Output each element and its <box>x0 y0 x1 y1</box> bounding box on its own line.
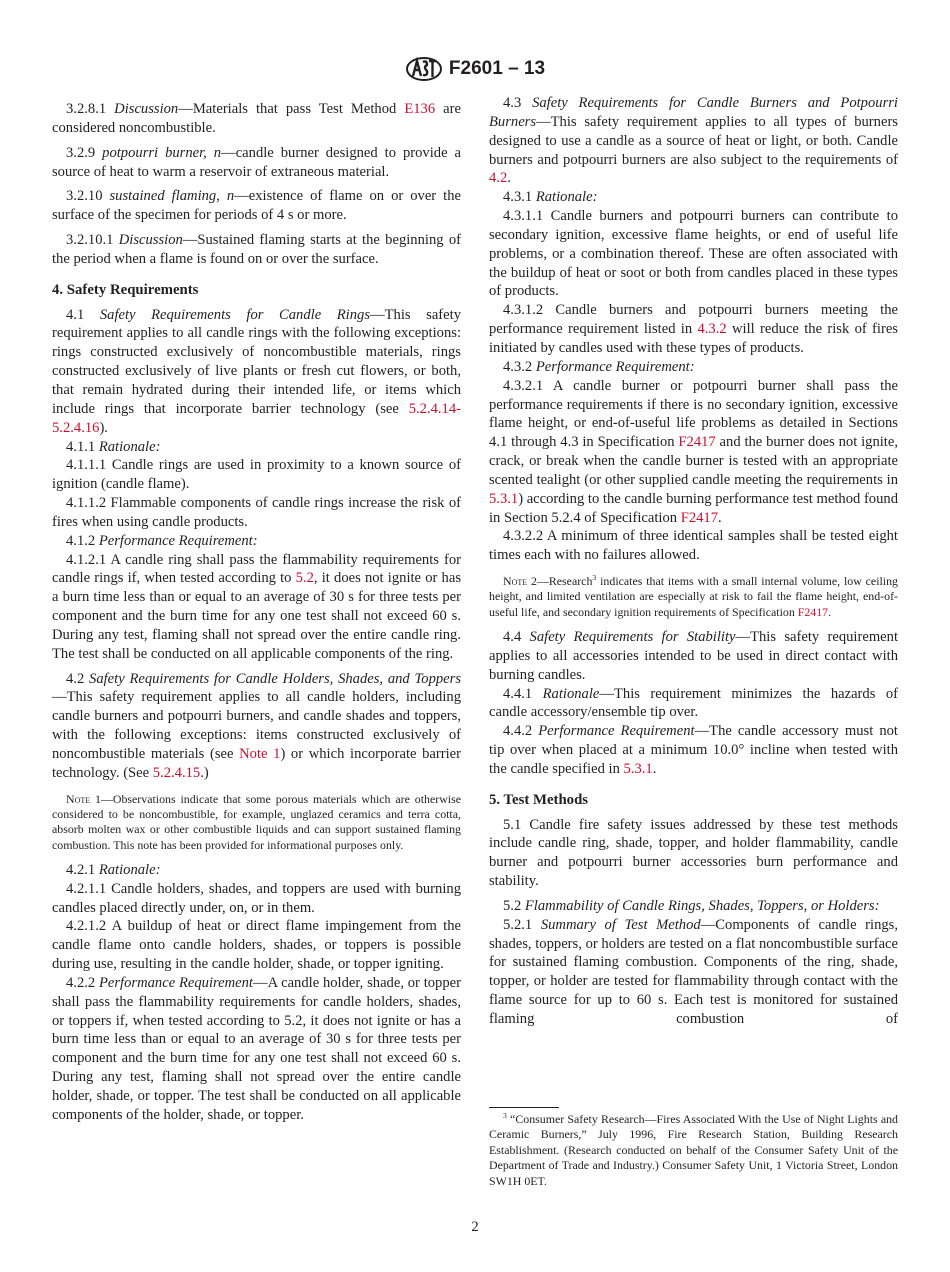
paragraph <box>489 722 898 779</box>
text-run: ) or which incorporate barrier technology. (See <box>52 746 461 781</box>
paragraph <box>52 974 461 1125</box>
page-number: 2 <box>471 1219 479 1235</box>
text-run: , it does not ignite or has a burn time less than or equal to an average of 30 s for three tests per component and the burn time for any one test shall not exceed 60 s. During any test, flaming shall not spread over the entire candle ring. The test shall be conducted on all applicable components of the ring. <box>52 570 462 662</box>
text-run: —Components of candle rings, shades, toppers, or holders are tested on a flat noncombustible surface for sustained flaming combustion. Components of the ring, shade, topper, or holder are tested for flammability through contact with the flame source for up to 60 s. Each test is monitored for sustained flaming combustion of <box>489 916 898 1028</box>
paragraph <box>489 628 898 685</box>
paragraph <box>52 670 461 783</box>
cross-reference-link[interactable]: 5.2.4.14-5.2.4.16 <box>52 400 461 436</box>
cross-reference-link[interactable]: F2417 <box>680 509 719 526</box>
note <box>489 574 898 620</box>
paragraph <box>489 94 898 188</box>
text-run: Note <box>66 791 91 806</box>
text-run: —This safety requirement applies to all candle holders, including candle burners and potpourri burners, and candle shades and toppers, with the following exceptions: items constructed exclusively of noncombustible materials (see <box>52 689 461 762</box>
cross-reference-link[interactable]: 5.3.1 <box>489 490 519 507</box>
text-run: 4.3.1.1 Candle burners and potpourri burners can contribute to secondary ignition, excessive flame heights, or end of useful life problems, or a combination thereof. These are often associated with the buildup of heat or soot or both from candles placed in these types of products. <box>489 208 898 300</box>
text-run: 3.2.10.1 <box>66 232 119 249</box>
paragraph <box>52 456 461 494</box>
paragraph <box>52 532 461 551</box>
text-run: 4.1.1 <box>66 438 99 455</box>
cross-reference-link[interactable]: Note 1 <box>239 746 281 762</box>
text-run: 4.2 <box>66 670 90 687</box>
paragraph <box>489 207 898 301</box>
paragraph <box>489 816 898 891</box>
text-run: 3.2.8.1 <box>66 101 115 117</box>
text-run: 4.3.1 <box>503 189 536 206</box>
italic-term: Flammability of Candle Rings, Shades, Toppers, or Holders: <box>524 897 880 914</box>
text-run: 4.1.2 <box>66 532 99 549</box>
text-run: 2—Research <box>527 574 593 589</box>
cross-reference-link[interactable]: 4.3.2 <box>697 321 727 338</box>
text-run: 4.2.1.2 A buildup of heat or direct flame impingement from the candle flame onto candle holders, shades, or toppers is possible during use, resulting in the candle holder, shade, or topper igniting. <box>52 918 461 973</box>
text-run: 4.3.2.1 A candle burner or potpourri burner shall pass the performance requirements if there is no secondary ignition, excessive flame height, or end-of-useful life problems as detailed in Sections 4.1 through 4.3 in Specification <box>489 377 898 451</box>
text-run: will reduce the risk of fires initiated by candles used with these types of products. <box>489 321 898 356</box>
paragraph <box>52 187 461 225</box>
text-run: . <box>718 509 722 526</box>
footnote-divider <box>489 1107 559 1108</box>
text-run: —existence of flame on or over the surface of the specimen for periods of 4 s or more. <box>52 188 461 224</box>
paragraph <box>489 188 898 207</box>
italic-term: Safety Requirements for Stability <box>529 628 736 645</box>
cross-reference-link[interactable]: 5.3.1 <box>623 760 653 777</box>
paragraph <box>52 917 461 974</box>
text-run: ). <box>99 419 108 436</box>
text-run: 4.1.2.1 A candle ring shall pass the flammability requirements for candle rings if, when tested according to <box>52 551 461 587</box>
italic-term: Performance Requirement: <box>535 358 695 375</box>
italic-term: sustained flaming, n <box>109 188 235 205</box>
text-run: . <box>652 760 657 777</box>
text-run: —The candle accessory must not tip over when placed at a minimum 10.0° incline when tested with the candle specified in <box>489 723 898 777</box>
text-run: 4.3.1.2 Candle burners and potpourri burners meeting the performance requirement listed in <box>489 302 898 338</box>
text-run: 5.2 <box>503 897 525 914</box>
text-run: 4.3.2.2 A minimum of three identical samples shall be tested eight times each with no failures allowed. <box>489 528 898 564</box>
footnote-marker: 3 <box>503 1111 507 1121</box>
paragraph <box>489 897 898 916</box>
italic-term: Safety Requirements for Candle Rings <box>99 306 371 323</box>
cross-reference-link[interactable]: 5.2.4.15 <box>152 764 201 781</box>
text-run: 4.1 <box>66 306 100 323</box>
paragraph <box>52 880 461 918</box>
text-run: —This safety requirement applies to all candle rings with the following exceptions: rings constructed exclusively of noncombustible materials, rings constructed exclusively of live plants or fresh cut flowers, or both, that remain hydrated during their intended life, or items which include rings that incorporate barrier technology (see <box>52 306 461 417</box>
footnote-marker: 3 <box>592 573 597 583</box>
text-run: 5. Test Methods <box>489 791 589 808</box>
text-run: Note <box>503 574 528 589</box>
text-run: —This safety requirement applies to all accessories intended to be used in direct contact with burning candles. <box>489 628 898 683</box>
paragraph <box>52 494 461 532</box>
text-run: 5.1 Candle fire safety issues addressed by these test methods include candle ring, shade, topper, and holder flammability, candle burner and potpourri burner accessories burn performance and stability. <box>489 816 898 890</box>
text-run: and the burner does not ignite, crack, or break when the candle burner is tested with an appropriate scented tealight (or other supplied candle meeting the requirements in <box>489 434 898 488</box>
footnote <box>489 1112 898 1189</box>
page-header <box>0 56 950 82</box>
text-run: 3.2.10 <box>66 188 110 205</box>
section-heading <box>489 791 898 810</box>
cross-reference-link[interactable]: E136 <box>404 101 436 117</box>
cross-reference-link[interactable]: F2417 <box>797 604 829 619</box>
text-run: 4.1.1.1 Candle rings are used in proximity to a known source of ignition (candle flame). <box>52 457 461 493</box>
text-run: 4.3.2 <box>503 358 536 375</box>
paragraph <box>489 358 898 377</box>
text-run: 4.2.2 <box>66 974 99 991</box>
italic-term: Rationale: <box>98 438 161 455</box>
paragraph <box>489 685 898 723</box>
paragraph <box>52 861 461 880</box>
text-run: 1—Observations indicate that some porous materials which are otherwise considered to be noncombustible, for example, unglazed ceramics and terra cotta, absorb molten wax or other combustible liquids and can support sustained flaming combustion. This note has been provided for informational purposes only. <box>52 791 461 852</box>
text-run: 4.1.1.2 Flammable components of candle rings increase the risk of fires when using candle products. <box>52 495 461 530</box>
italic-term: Summary of Test Method <box>540 916 701 933</box>
section-heading <box>52 281 461 300</box>
italic-term: Rationale <box>542 685 600 702</box>
text-run: . <box>828 604 832 619</box>
italic-term: Discussion <box>118 232 183 249</box>
italic-term: Performance Requirement: <box>98 532 258 549</box>
left-column <box>52 94 461 1125</box>
paragraph <box>52 438 461 457</box>
text-run: 5.2.1 <box>503 916 541 933</box>
italic-term: potpourri burner, n <box>102 144 222 161</box>
paragraph <box>52 551 461 664</box>
paragraph <box>489 916 898 1029</box>
text-run: . <box>507 170 511 187</box>
document-designation: F2601 – 13 <box>448 58 546 79</box>
italic-term: Performance Requirement <box>98 974 253 991</box>
note <box>52 792 461 853</box>
italic-term: Performance Requirement <box>538 723 695 740</box>
italic-term: Rationale: <box>535 189 598 206</box>
paragraph <box>489 377 898 528</box>
text-run: —Materials that pass Test Method <box>178 101 405 117</box>
paragraph <box>52 306 461 438</box>
text-run: 4. Safety Requirements <box>52 281 199 298</box>
text-run: are considered noncombustible. <box>52 101 461 136</box>
italic-term: Discussion <box>114 101 179 117</box>
text-run: .) <box>200 764 209 781</box>
cross-reference-link[interactable]: 4.2 <box>489 170 508 187</box>
cross-reference-link[interactable]: F2417 <box>678 434 716 451</box>
italic-term: Rationale: <box>98 861 161 878</box>
text-run: 4.2.1.1 Candle holders, shades, and toppers are used with burning candles placed directly under, on, or in them. <box>52 880 461 916</box>
cross-reference-link[interactable]: 5.2 <box>295 570 314 587</box>
text-run: —This safety requirement applies to all types of burners designed to use a candle as a source of heat or light, or both. Candle burners and potpourri burners are also subject to the requirements of <box>489 113 898 168</box>
text-run: —A candle holder, shade, or topper shall pass the flammability requirements for candle holders, shades, or toppers if, when tested according to 5.2, it does not ignite or has a burn time less than or equal to an average of 30 s for three tests per component and the burn time for any one test shall not exceed 60 s. During any test, flaming shall not spread over the entire candle holder, shade, or topper. The test shall be conducted on all applicable components of the holder, shade, or topper. <box>52 974 461 1123</box>
paragraph <box>489 527 898 565</box>
text-run: ) according to the candle burning performance test method found in Section 5.2.4 of Specification <box>489 490 898 526</box>
paragraph <box>489 301 898 358</box>
text-run: 3.2.9 <box>66 144 103 161</box>
text-run: indicates that items with a small internal volume, low ceiling height, and limited ventilation are especially at risk to fail the flame height, end-of-useful life, and secondary ignition requirements of Specification <box>489 574 898 619</box>
paragraph <box>52 100 461 138</box>
text-run: 4.4.2 <box>503 723 539 740</box>
italic-term: Safety Requirements for Candle Holders, Shades, and Toppers <box>89 670 461 687</box>
paragraph <box>52 144 461 182</box>
astm-logo-icon <box>405 56 443 82</box>
text-run: 4.3 <box>503 95 533 111</box>
text-run: —Sustained flaming starts at the beginning of the period when a flame is found on or over the surface. <box>52 232 461 267</box>
text-run: 4.2.1 <box>66 861 99 878</box>
right-column <box>489 94 898 1029</box>
paragraph <box>52 231 461 269</box>
text-run: “Consumer Safety Research—Fires Associated With the Use of Night Lights and Ceramic Burners,” July 1996, Fire Research Station, Building Research Establishment. (Research conducted on behalf of the Consumer Safety Unit of the Department of Trade and Industry.) Consumer Safety Unit, 1 Victoria Street, London SW1H 0ET. <box>489 1112 898 1188</box>
text-run: —This requirement minimizes the hazards of candle accessory/ensemble tip over. <box>489 685 898 721</box>
text-run: 4.4.1 <box>503 685 543 702</box>
text-run: —candle burner designed to provide a source of heat to warm a reservoir of extraneous material. <box>52 144 461 180</box>
text-run: 4.4 <box>503 628 530 645</box>
italic-term: Safety Requirements for Candle Burners and Potpourri Burners <box>489 95 898 130</box>
